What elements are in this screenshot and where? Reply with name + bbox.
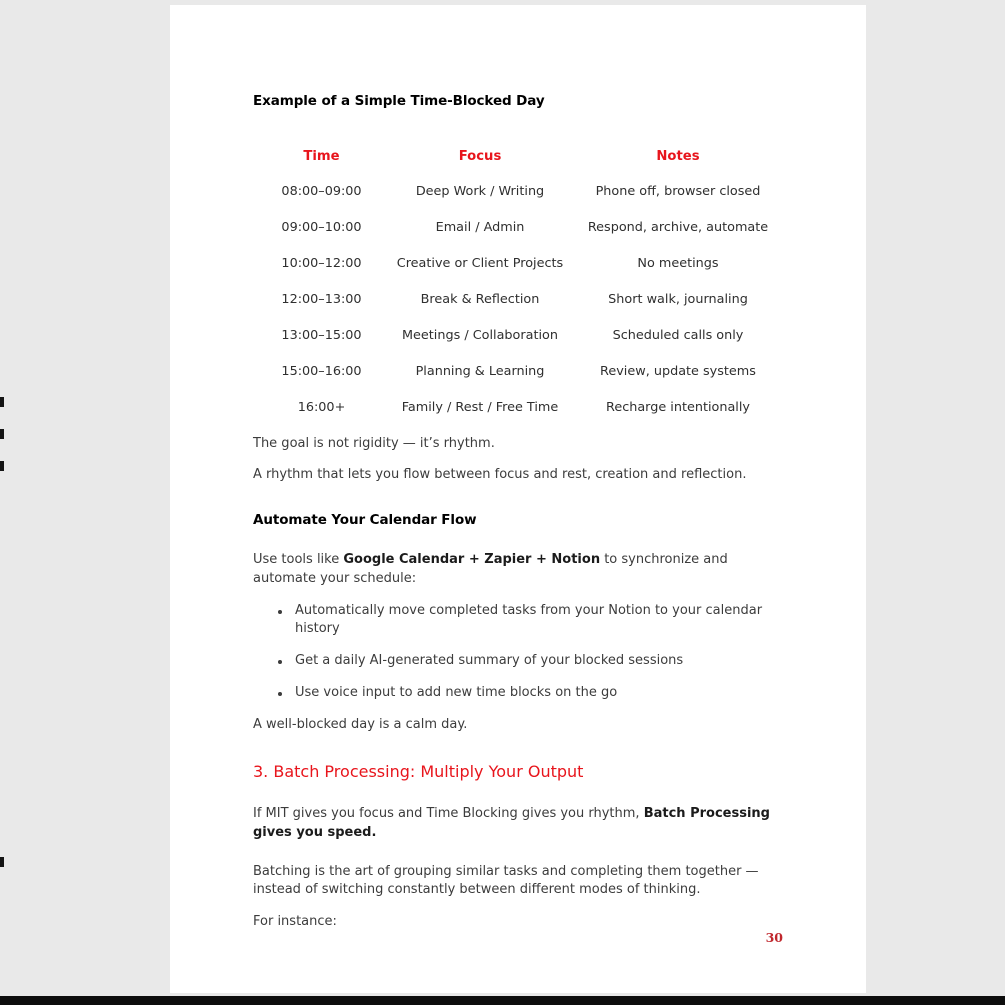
table-cell-time: 08:00–09:00 [281,184,362,200]
table-cell-time: 09:00–10:00 [281,220,362,236]
section3-heading: 3. Batch Processing: Multiply Your Output [253,761,584,781]
intro-bold: Google Calendar + Zapier + Notion [343,551,601,567]
table-cell-notes: Scheduled calls only [612,328,744,344]
para-prefix: If MIT gives you focus and Time Blocking gives you rhythm, [253,805,644,821]
table-header-time: Time [303,148,340,164]
table-cell-focus: Creative or Client Projects [396,256,564,272]
table-cell-focus: Break & Reflection [420,292,540,308]
table-cell-time: 10:00–12:00 [281,256,362,272]
table-cell-focus: Family / Rest / Free Time [401,400,559,416]
table-cell-notes: Short walk, journaling [608,292,748,308]
intro-prefix: Use tools like [253,551,344,567]
bottom-black-bar [0,996,1005,1005]
table-cell-time: 15:00–16:00 [281,364,362,380]
bullet-item: Get a daily AI-generated summary of your blocked sessions [295,652,786,671]
left-edge-artifact [0,429,4,439]
document-page [170,5,866,993]
section2-heading: Automate Your Calendar Flow [253,512,477,529]
paragraph [253,551,786,589]
table-cell-time: 13:00–15:00 [281,328,362,344]
bullet-list [253,602,786,703]
paragraph: A well-blocked day is a calm day. [253,716,468,732]
table-cell-focus: Meetings / Collaboration [402,328,558,344]
bullet-item: Automatically move completed tasks from your Notion to your calendar history [295,602,786,640]
table-cell-notes: No meetings [637,256,719,272]
intro-suffix: to synchronize and automate your schedule: [253,551,728,586]
table-cell-notes: Review, update systems [600,364,756,380]
table-cell-notes: Respond, archive, automate [587,220,769,236]
left-edge-artifact [0,857,4,867]
left-edge-artifact [0,397,4,407]
paragraph: Batching is the art of grouping similar tasks and completing them together — instead of switching constantly between different modes of thinking. [253,863,759,898]
paragraph: The goal is not rigidity — it’s rhythm. [253,435,495,451]
table-header-notes: Notes [656,148,700,164]
page-content [170,5,866,932]
table-cell-focus: Email / Admin [435,220,525,236]
table-cell-time: 12:00–13:00 [281,292,362,308]
para-bold: Batch Processing gives you speed. [253,805,770,840]
table-cell-focus: Deep Work / Writing [415,184,545,200]
section1-heading: Example of a Simple Time-Blocked Day [253,93,545,109]
time-block-table [253,139,786,427]
paragraph [253,805,786,843]
table-header-focus: Focus [458,148,502,164]
left-edge-artifact [0,461,4,471]
bullet-item: Use voice input to add new time blocks on the go [295,684,786,703]
paragraph: For instance: [253,914,337,930]
table-cell-notes: Phone off, browser closed [595,184,761,200]
table-cell-time: 16:00+ [297,400,346,416]
page-number: 30 [765,930,783,945]
paragraph: A rhythm that lets you flow between focus and rest, creation and reflection. [253,467,747,483]
table-cell-focus: Planning & Learning [415,364,545,380]
table-cell-notes: Recharge intentionally [606,400,750,416]
